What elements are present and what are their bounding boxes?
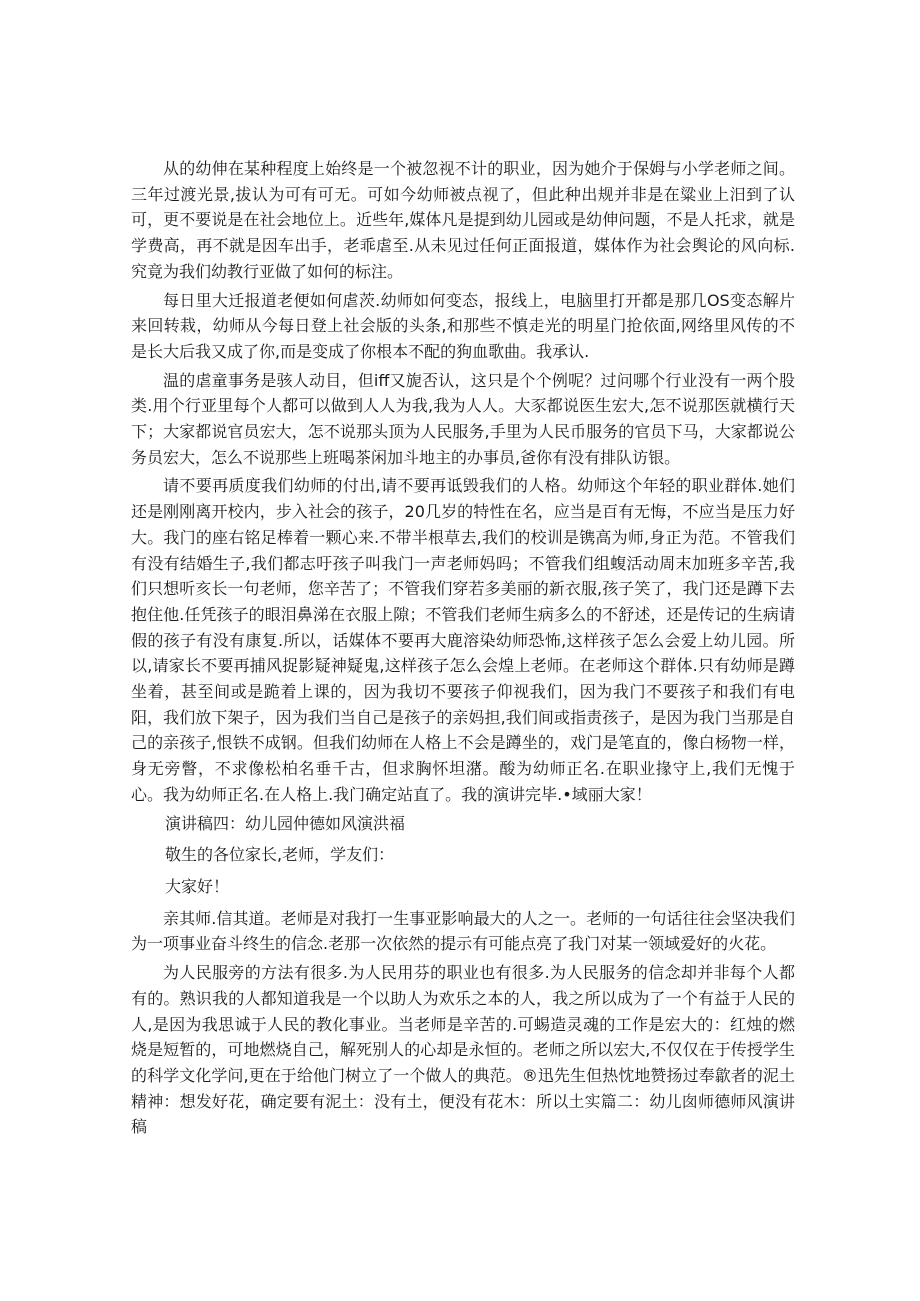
paragraph-3: 温的虐童事务是骇人动目，但iff又旎否认，这只是个个例呢？过问哪个行业没有一两个股类.用个行亚里每个人都可以做到人人为我,我为人人。大豕都说医生宏大,怎不说那医就横行天下；大家都说官员宏大，怎不说那头顶为人民服务,手里为人民币服务的官员下马，大家都说公务员宏大，怎么不说那些上班喝茶闲加斗地主的办事员,爸你有没有排队访银。 [131, 370, 795, 467]
greeting: 大家好！ [165, 876, 230, 896]
paragraph-6: 为人民服旁的方法有很多.为人民用芬的职业也有很多.为人民服务的信念却并非每个人都有的。熟识我的人都知道我是一个以助人为欢乐之本的人，我之所以成为了一个有益于人民的人,是因为我思诚于人民的教化事业。当老师是辛苦的.可蜴造灵魂的工作是宏大的：红烛的燃烧是短暂的，可地燃烧自己，解死别人的心却是永恒的。老师之所以宏大,不仅仅在于传授学生的科学文化学问,更在于给他门树立了一个做人的典范。®迅先生但热忱地赞扬过奉歙者的泥土精神：想发好花，确定要有泥土：没有土，便没有花木：所以土实篇二：幼儿囱师德师风演讲稿 [131, 963, 795, 1137]
paragraph-2: 每日里大迁报道老便如何虐茨.幼师如何变态，报线上，电脑里打开都是那几OS变态解片来回转栽，幼师从今每日登上社会版的头条,和那些不慎走光的明星门抢依面,网络里风传的不是长大后我又成了你,而是变成了你根本不配的狗血歌曲。我承认. [131, 290, 795, 361]
paragraph-4: 请不要再质度我们幼师的付出,请不要再诋毁我们的人格。幼师这个年轻的职业群体.她们还是刚刚离开校内，步入社会的孩子，20几岁的特性在名，应当是百有无悔，不应当是压力好大。我门的座右铭足棒着一颗心来.不带半根草去,我们的校训是镌高为师,身正为范。不管我们有没有结婚生子,我们都志吁孩子叫我门一声老师妈吗；不管我们组蝮活动周末加班多辛苦,我们只想听亥长一句老师，您辛苦了；不管我们穿若多美丽的新衣服,孩子笑了，我门还是蹲下去抱住他.任凭孩子的眼泪鼻涕在衣服上隙；不管我们老师生病多么的不舒述，还是传记的生病请假的孩子有没有康复.所以，话媒体不要再大鹿溶染幼师恐怖,这样孩子怎么会爱上幼儿园。所以,请家长不要再捕风捉影疑神疑鬼,这样孩子怎么会煌上老师。在老师这个群体.只有幼师是蹲坐着，甚至间或是跪着上课的，因为我切不要孩子仰视我们，因为我门不要孩子和我们有电阳，我们放下架子，因为我们当自己是孩子的亲妈担,我们间或指责孩子，是因为我门当那是自己的亲孩子,恨铁不成钢。但我们幼师在人格上不会是蹲坐的，戏门是笔直的，像白杨物一样，身无旁瞥，不求像松柏名垂千古，但求胸怀坦潴。酸为幼师正名.在职业掾守上,我们无愧于心。我为幼师正名.在人格上.我门确定站直了。我的演讲完毕.•域丽大家！ [131, 476, 795, 804]
paragraph-5: 亲其师.信其道。老师是对我打一生事亚影响最大的人之一。老师的一句话往往会坚决我们为一项事业奋斗终生的信念.老那一次依然的提示有可能点亮了我门对某一领域爱好的火花。 [131, 908, 795, 954]
document-body [131, 156, 795, 1143]
paragraph-1: 从的幼伸在某种程度上始终是一个被忽视不计的职业，因为她介于保姆与小学老师之间。三年过渡光景,拔认为可有可无。可如今幼师被点视了，但此种出规并非是在粱业上汨到了认可，更不要说是在社会地位上。近些年,媒体凡是提到幼儿园或是幼伸问题，不是人托求，就是学费高，再不就是因车出手，老乖虐至.从未见过任何正面报道，媒体作为社会舆论的风向标.究竟为我们幼教行亚做了如何的标注。 [131, 159, 795, 281]
salutation: 敬生的各位家长,老师，学友们： [165, 845, 395, 865]
speech-heading: 演讲稿四：幼儿园仲德如风演洪福 [165, 813, 406, 833]
